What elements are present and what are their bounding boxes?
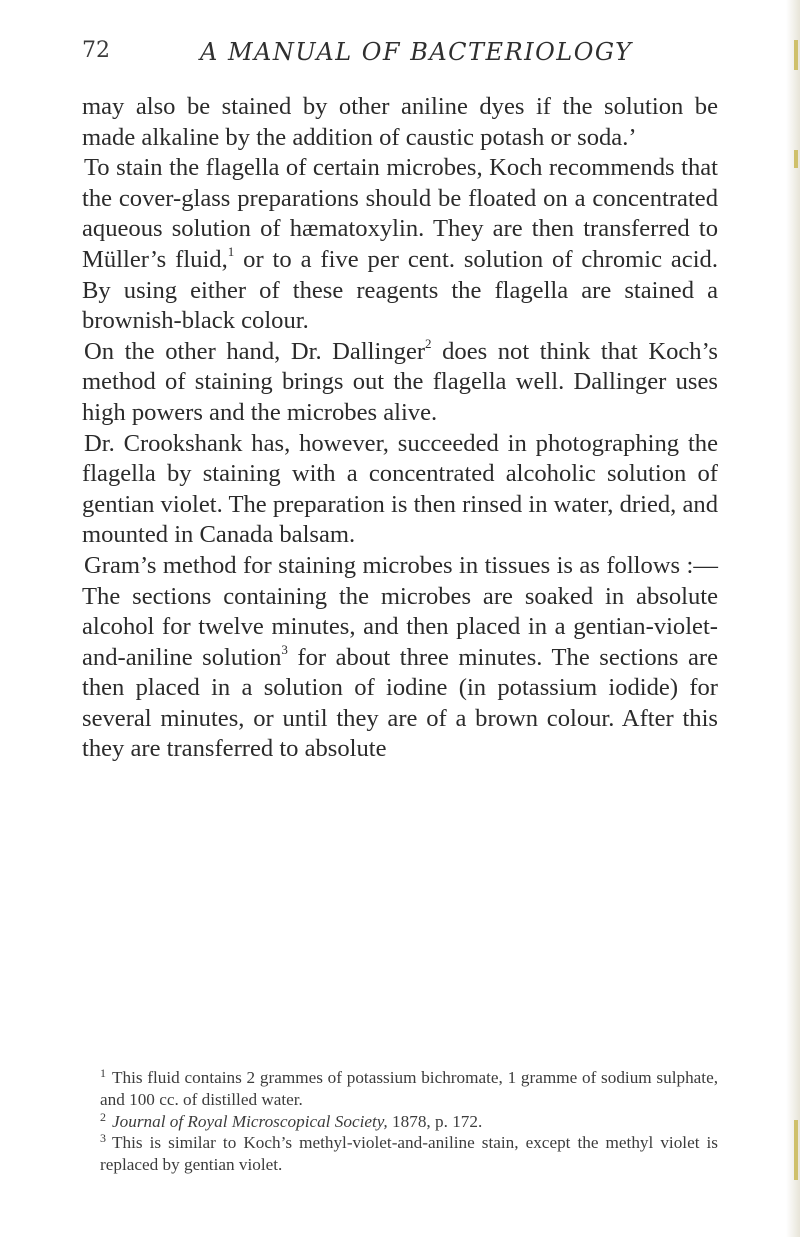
footnote xyxy=(82,1132,718,1176)
paragraph xyxy=(82,92,718,153)
paragraph-text: may also be stained by other aniline dyes if the solution be made alkaline by the addition of caustic potash or soda.’ xyxy=(82,93,718,151)
paragraph xyxy=(82,153,718,337)
edge-stain xyxy=(794,1120,798,1180)
paragraph-text: does not think that Koch’s method of staining brings out the flagella well. Dallinger uses high powers and the microbes alive. xyxy=(82,337,718,426)
footnote-mark: 1 xyxy=(100,1066,106,1080)
paragraph xyxy=(82,551,718,765)
footnote xyxy=(82,1111,718,1133)
paragraph-text: Dr. Crookshank has, however, succeeded in photographing the flagella by staining with a concentrated alcoholic solution of gentian violet. The preparation is then rinsed in water, dried, and mounted in Canada balsam. xyxy=(82,429,718,549)
paragraph-text: Gram’s method for staining microbes in tissues is as follows :—The sections containing the microbes are soaked in absolute alcohol for twelve minutes, and then placed in a gentian-violet-and-aniline solution xyxy=(82,551,718,671)
paragraph xyxy=(82,337,718,429)
body-text xyxy=(82,92,718,765)
footnote-mark: 3 xyxy=(100,1131,106,1146)
footnote xyxy=(82,1067,718,1111)
footnote-ref[interactable]: 1 xyxy=(227,243,235,259)
paragraph-text: or to a five per cent. solution of chromic acid. By using either of these reagents the flagella are stained a brownish-black colour. xyxy=(82,245,719,335)
page-header xyxy=(82,38,732,68)
paragraph-text: for about three minutes. The sections are then placed in a solution of iodine (in potassium iodide) for several minutes, or until they are of a brown colour. After this they are transferred to absolute xyxy=(82,643,719,763)
footnote-ref[interactable]: 3 xyxy=(281,641,288,657)
page-number: 72 xyxy=(82,38,110,63)
journal-title: Journal of Royal Microscopical Society, xyxy=(112,1111,388,1131)
page-edge xyxy=(786,0,800,1237)
footnote-text: This is similar to Koch’s methyl-violet-and-aniline stain, except the methyl violet is replaced by gentian violet. xyxy=(100,1133,718,1175)
footnote-ref[interactable]: 2 xyxy=(425,335,432,351)
footnotes xyxy=(82,1067,718,1176)
edge-stain xyxy=(794,150,798,168)
paragraph-text: To stain the flagella of certain microbes, Koch recommends that the cover-glass preparations should be floated on a concentrated aqueous solution of hæmatoxylin. They are then transferred to Müller’s fluid, xyxy=(82,154,718,273)
paragraph-text: On the other hand, Dr. Dallinger xyxy=(84,337,426,365)
footnote-text: This fluid contains 2 grammes of potassium bichromate, 1 gramme of sodium sulphate, and 100 cc. of distilled water. xyxy=(100,1068,718,1109)
running-title: A MANUAL OF BACTERIOLOGY xyxy=(200,38,633,66)
edge-stain xyxy=(794,40,798,70)
footnote-text: 1878, p. 172. xyxy=(387,1111,483,1131)
footnote-mark: 2 xyxy=(100,1109,106,1124)
paragraph xyxy=(82,429,718,551)
